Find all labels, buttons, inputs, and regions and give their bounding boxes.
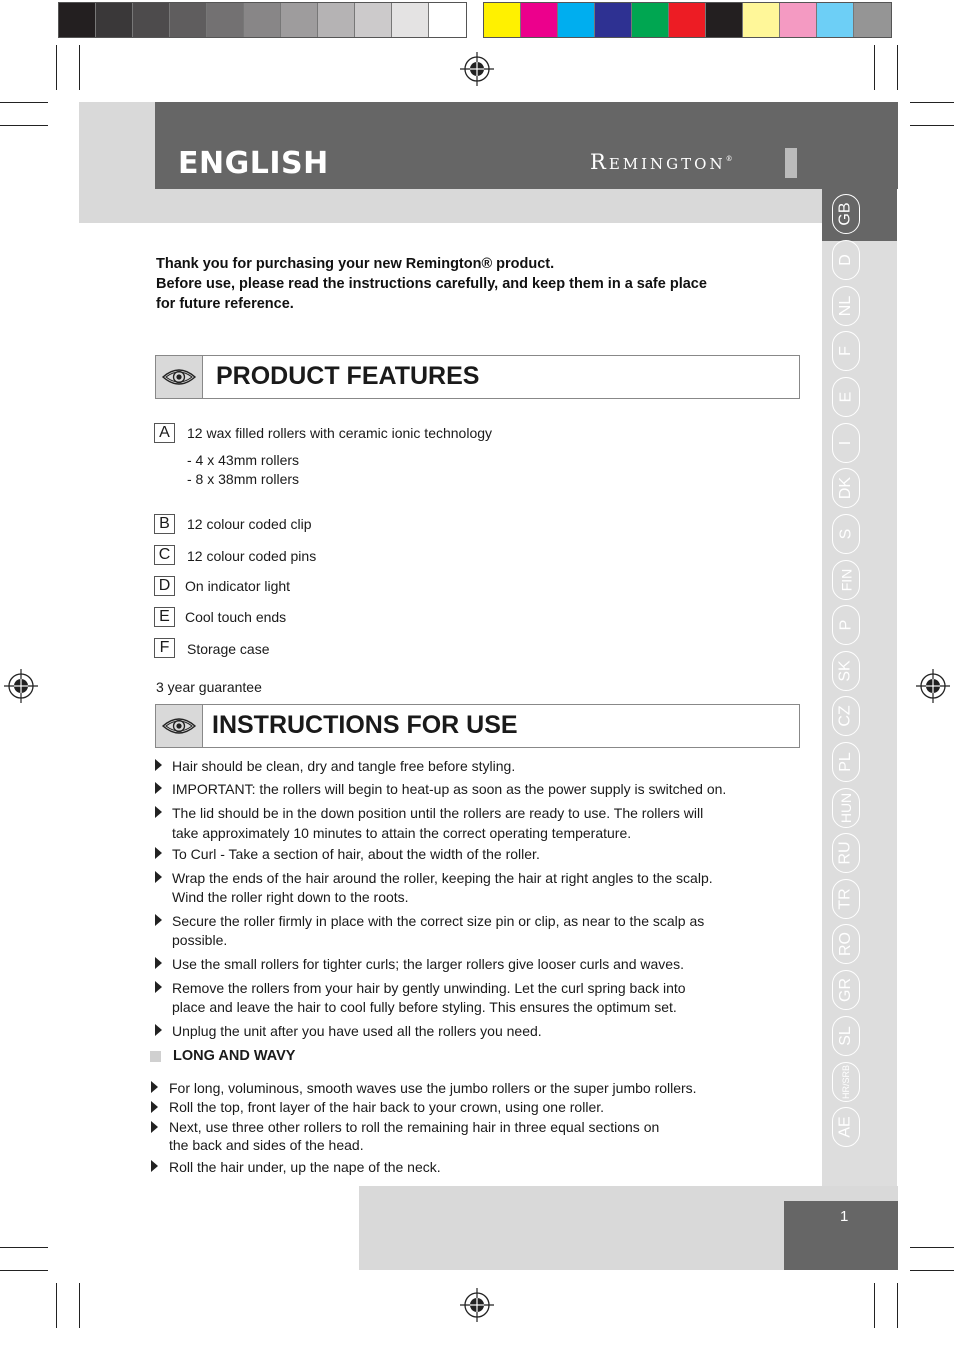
language-tab-ru[interactable] xyxy=(832,833,860,873)
crop-mark xyxy=(56,1283,57,1328)
feature-letter: A xyxy=(154,423,175,443)
color-swatch xyxy=(743,3,780,37)
language-tab-label: DK xyxy=(836,476,854,500)
instruction-line: Wrap the ends of the hair around the roller, keeping the hair at right angles to the scalp. xyxy=(172,870,713,886)
crop-mark xyxy=(874,45,875,90)
language-tab-hun[interactable] xyxy=(832,788,860,828)
product-features-heading xyxy=(155,355,800,399)
language-tab-label: RO xyxy=(837,932,854,956)
language-tab-dk[interactable] xyxy=(832,468,860,508)
color-swatch xyxy=(318,3,355,37)
color-swatch xyxy=(355,3,392,37)
language-tab-sl[interactable] xyxy=(832,1016,860,1056)
bullet-arrow-icon xyxy=(155,981,162,993)
language-tab-sk[interactable] xyxy=(832,651,860,691)
language-tab-pl[interactable] xyxy=(832,742,860,782)
feature-sub-item: - 4 x 43mm rollers xyxy=(187,452,300,468)
instruction-line: The lid should be in the down position until the rollers are ready to use. The rollers will xyxy=(172,805,704,821)
crop-mark xyxy=(910,1270,954,1271)
language-tab-e[interactable] xyxy=(832,377,860,417)
language-tab-i[interactable] xyxy=(832,423,860,463)
feature-text: Cool touch ends xyxy=(185,609,287,625)
feature-sub-item: - 8 x 38mm rollers xyxy=(187,471,300,487)
language-tab-f[interactable] xyxy=(832,331,860,371)
instruction-line: Roll the top, front layer of the hair back to your crown, using one roller. xyxy=(169,1099,605,1115)
intro-line: for future reference. xyxy=(156,296,294,312)
crop-mark xyxy=(79,1283,80,1328)
language-tab-label: GR xyxy=(837,978,854,1002)
sub-heading: LONG AND WAVY xyxy=(173,1048,296,1064)
bullet-arrow-icon xyxy=(151,1160,158,1172)
registration-mark-icon xyxy=(4,669,38,703)
feature-letter: E xyxy=(154,607,175,627)
crop-mark xyxy=(79,45,80,90)
language-tab-label: E xyxy=(836,391,854,403)
brand-accent-bar xyxy=(785,148,797,178)
language-tab-label: PL xyxy=(836,752,854,772)
language-tab-fin[interactable] xyxy=(832,560,860,600)
color-swatch xyxy=(817,3,854,37)
color-swatch xyxy=(854,3,891,37)
bullet-arrow-icon xyxy=(155,759,162,771)
crop-mark xyxy=(0,102,48,103)
language-tab-label: RU xyxy=(836,841,854,865)
bullet-arrow-icon xyxy=(155,1024,162,1036)
language-tab-label: AE xyxy=(837,1116,854,1138)
section-title: INSTRUCTIONS FOR USE xyxy=(212,711,518,739)
registration-mark-icon xyxy=(460,52,494,86)
color-swatch xyxy=(484,3,521,37)
guarantee-text: 3 year guarantee xyxy=(156,679,262,695)
instruction-line: Roll the hair under, up the nape of the neck. xyxy=(169,1159,441,1175)
language-tab-tr[interactable] xyxy=(832,879,860,919)
language-tab-label: NL xyxy=(836,295,854,317)
language-tab-label: D xyxy=(837,254,854,266)
color-swatch xyxy=(780,3,817,37)
grayscale-color-bar xyxy=(58,2,467,38)
language-tab-label: SL xyxy=(836,1026,854,1046)
instruction-line: Remove the rollers from your hair by gently unwinding. Let the curl spring back into xyxy=(172,980,686,996)
feature-letter: C xyxy=(154,545,175,565)
color-swatch xyxy=(669,3,706,37)
color-swatch xyxy=(632,3,669,37)
crop-mark xyxy=(897,45,898,90)
feature-text: Storage case xyxy=(187,641,270,657)
language-tab-label: FIN xyxy=(838,568,854,592)
bullet-arrow-icon xyxy=(155,782,162,794)
crop-mark xyxy=(910,1247,954,1248)
language-tab-label: CZ xyxy=(836,705,854,727)
crop-mark xyxy=(56,45,57,90)
language-tab-label: HUN xyxy=(838,792,854,824)
crop-mark xyxy=(910,102,954,103)
language-tab-cz[interactable] xyxy=(832,696,860,736)
language-tab-gb[interactable] xyxy=(832,194,860,234)
language-tab-s[interactable] xyxy=(832,514,860,554)
crop-mark xyxy=(0,1270,48,1271)
feature-text: 12 colour coded pins xyxy=(187,548,317,564)
instruction-line: Hair should be clean, dry and tangle free before styling. xyxy=(172,758,516,774)
feature-text: 12 wax filled rollers with ceramic ionic technology xyxy=(187,425,493,441)
color-swatch xyxy=(170,3,207,37)
eye-icon xyxy=(156,356,203,398)
color-swatch xyxy=(392,3,429,37)
bullet-arrow-icon xyxy=(155,914,162,926)
crop-mark xyxy=(910,125,954,126)
bullet-arrow-icon xyxy=(155,847,162,859)
feature-letter: B xyxy=(154,514,175,534)
language-tab-hr-srb[interactable] xyxy=(832,1062,860,1102)
language-tab-label: S xyxy=(836,528,854,540)
instruction-line: Wind the roller right down to the roots. xyxy=(172,889,409,905)
instruction-line: Secure the roller firmly in place with the correct size pin or clip, as near to the scalp as xyxy=(172,913,705,929)
color-swatch xyxy=(281,3,318,37)
instructions-heading xyxy=(155,704,800,748)
language-title: ENGLISH xyxy=(178,146,329,181)
language-tab-label: F xyxy=(837,346,854,356)
color-swatch xyxy=(133,3,170,37)
intro-line: Before use, please read the instructions carefully, and keep them in a safe place xyxy=(156,276,707,292)
instruction-line: place and leave the hair to cool fully before styling. This ensures the optimum set. xyxy=(172,999,677,1015)
bullet-arrow-icon xyxy=(155,957,162,969)
page-number: 1 xyxy=(840,1208,849,1225)
section-title: PRODUCT FEATURES xyxy=(216,362,480,390)
color-swatch xyxy=(595,3,632,37)
language-tab-label: SK xyxy=(837,660,854,682)
feature-letter: F xyxy=(154,638,175,658)
language-tab-nl[interactable] xyxy=(832,286,860,326)
color-swatch xyxy=(207,3,244,37)
instruction-line: For long, voluminous, smooth waves use the jumbo rollers or the super jumbo rollers. xyxy=(169,1080,697,1096)
language-tab-label: I xyxy=(836,440,854,446)
color-swatch xyxy=(706,3,743,37)
bullet-arrow-icon xyxy=(151,1121,158,1133)
crop-mark xyxy=(0,1247,48,1248)
color-swatch xyxy=(59,3,96,37)
color-swatch xyxy=(244,3,281,37)
language-tab-label: P xyxy=(836,619,854,631)
sub-heading-square-icon xyxy=(150,1051,161,1062)
color-swatch xyxy=(96,3,133,37)
language-tab-ro[interactable] xyxy=(832,924,860,964)
color-swatch xyxy=(429,3,466,37)
instruction-line: Use the small rollers for tighter curls; the larger rollers give looser curls and waves. xyxy=(172,956,684,972)
feature-letter: D xyxy=(154,576,175,596)
color-swatch xyxy=(521,3,558,37)
instruction-line: Unplug the unit after you have used all the rollers you need. xyxy=(172,1023,542,1039)
eye-icon xyxy=(156,705,203,747)
bullet-arrow-icon xyxy=(151,1101,158,1113)
crop-mark xyxy=(0,125,48,126)
bullet-arrow-icon xyxy=(155,871,162,883)
language-tab-ae[interactable] xyxy=(832,1107,860,1147)
brand-logo: REMINGTON® xyxy=(590,150,736,174)
feature-text: On indicator light xyxy=(185,578,291,594)
color-swatch xyxy=(558,3,595,37)
intro-line: Thank you for purchasing your new Remington® product. xyxy=(156,256,555,272)
instruction-line: the back and sides of the head. xyxy=(169,1137,364,1153)
instruction-line: take approximately 10 minutes to attain the correct operating temperature. xyxy=(172,825,632,841)
instruction-line: Next, use three other rollers to roll the remaining hair in three equal sections on xyxy=(169,1119,660,1135)
language-tab-label: TR xyxy=(836,888,854,910)
instruction-line: possible. xyxy=(172,932,228,948)
bullet-arrow-icon xyxy=(151,1081,158,1093)
language-tab-d[interactable] xyxy=(832,240,860,280)
language-tab-label: HR/SRB xyxy=(841,1064,852,1100)
process-color-bar xyxy=(483,2,892,38)
feature-text: 12 colour coded clip xyxy=(187,516,312,532)
language-tab-gr[interactable] xyxy=(832,970,860,1010)
crop-mark xyxy=(897,1283,898,1328)
bullet-arrow-icon xyxy=(155,806,162,818)
instruction-line: IMPORTANT: the rollers will begin to heat-up as soon as the power supply is switched on. xyxy=(172,781,727,797)
registration-mark-icon xyxy=(460,1288,494,1322)
language-tab-label: GB xyxy=(837,202,854,226)
crop-mark xyxy=(874,1283,875,1328)
language-tab-p[interactable] xyxy=(832,605,860,645)
instruction-line: To Curl - Take a section of hair, about the width of the roller. xyxy=(172,846,540,862)
registration-mark-icon xyxy=(916,669,950,703)
